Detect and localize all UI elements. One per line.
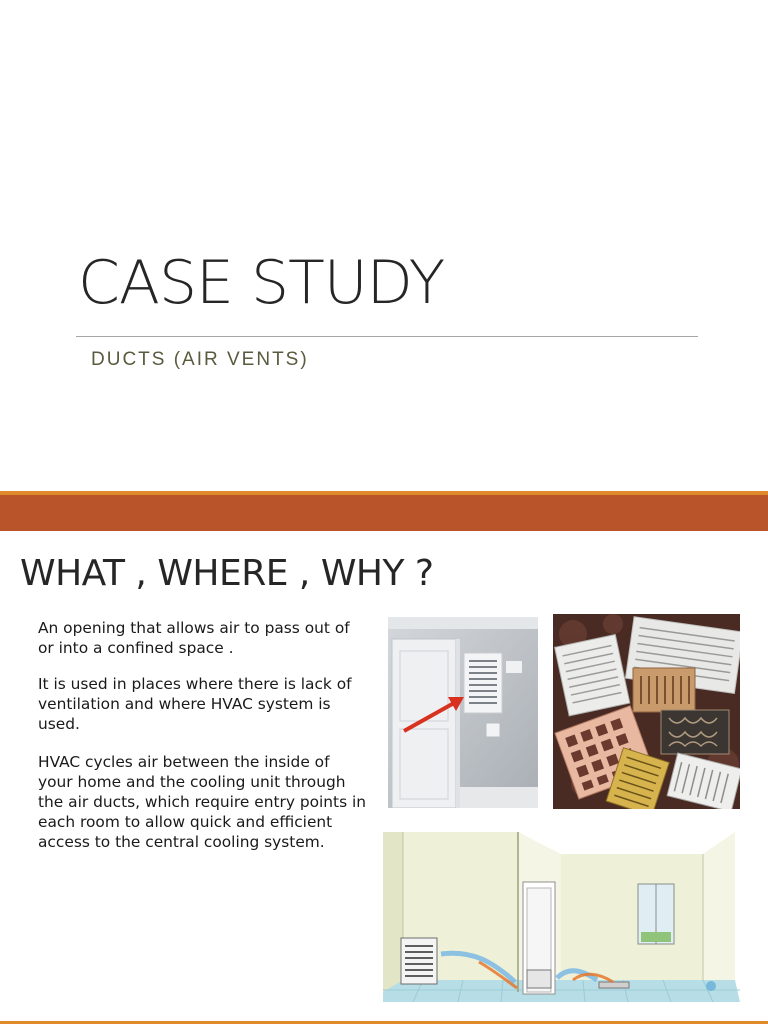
wall-vent-image <box>388 617 538 808</box>
room-airflow-image <box>383 832 740 1002</box>
vent-grilles-image <box>553 614 740 809</box>
wall-vent-photo <box>388 617 538 808</box>
title-divider <box>76 336 698 337</box>
paragraph-hvac: HVAC cycles air between the inside of your home and the cooling unit through the air ducts, which require entry points in each room to allow quick and efficient access to the central cooling system. <box>38 753 367 851</box>
paragraph-usage: It is used in places where there is lack of ventilation and where HVAC system is used. <box>38 675 352 733</box>
room-airflow-illustration <box>383 832 740 1002</box>
vent-grilles-photo <box>553 614 740 809</box>
content-heading: WHAT , WHERE , WHY ? <box>20 553 434 594</box>
paragraph-definition: An opening that allows air to pass out of or into a confined space . <box>38 619 350 657</box>
slide-title: CASE STUDY <box>78 248 445 318</box>
slide-band <box>0 495 768 531</box>
slide-subtitle: DUCTS (AIR VENTS) <box>91 349 309 370</box>
title-slide <box>0 0 768 492</box>
